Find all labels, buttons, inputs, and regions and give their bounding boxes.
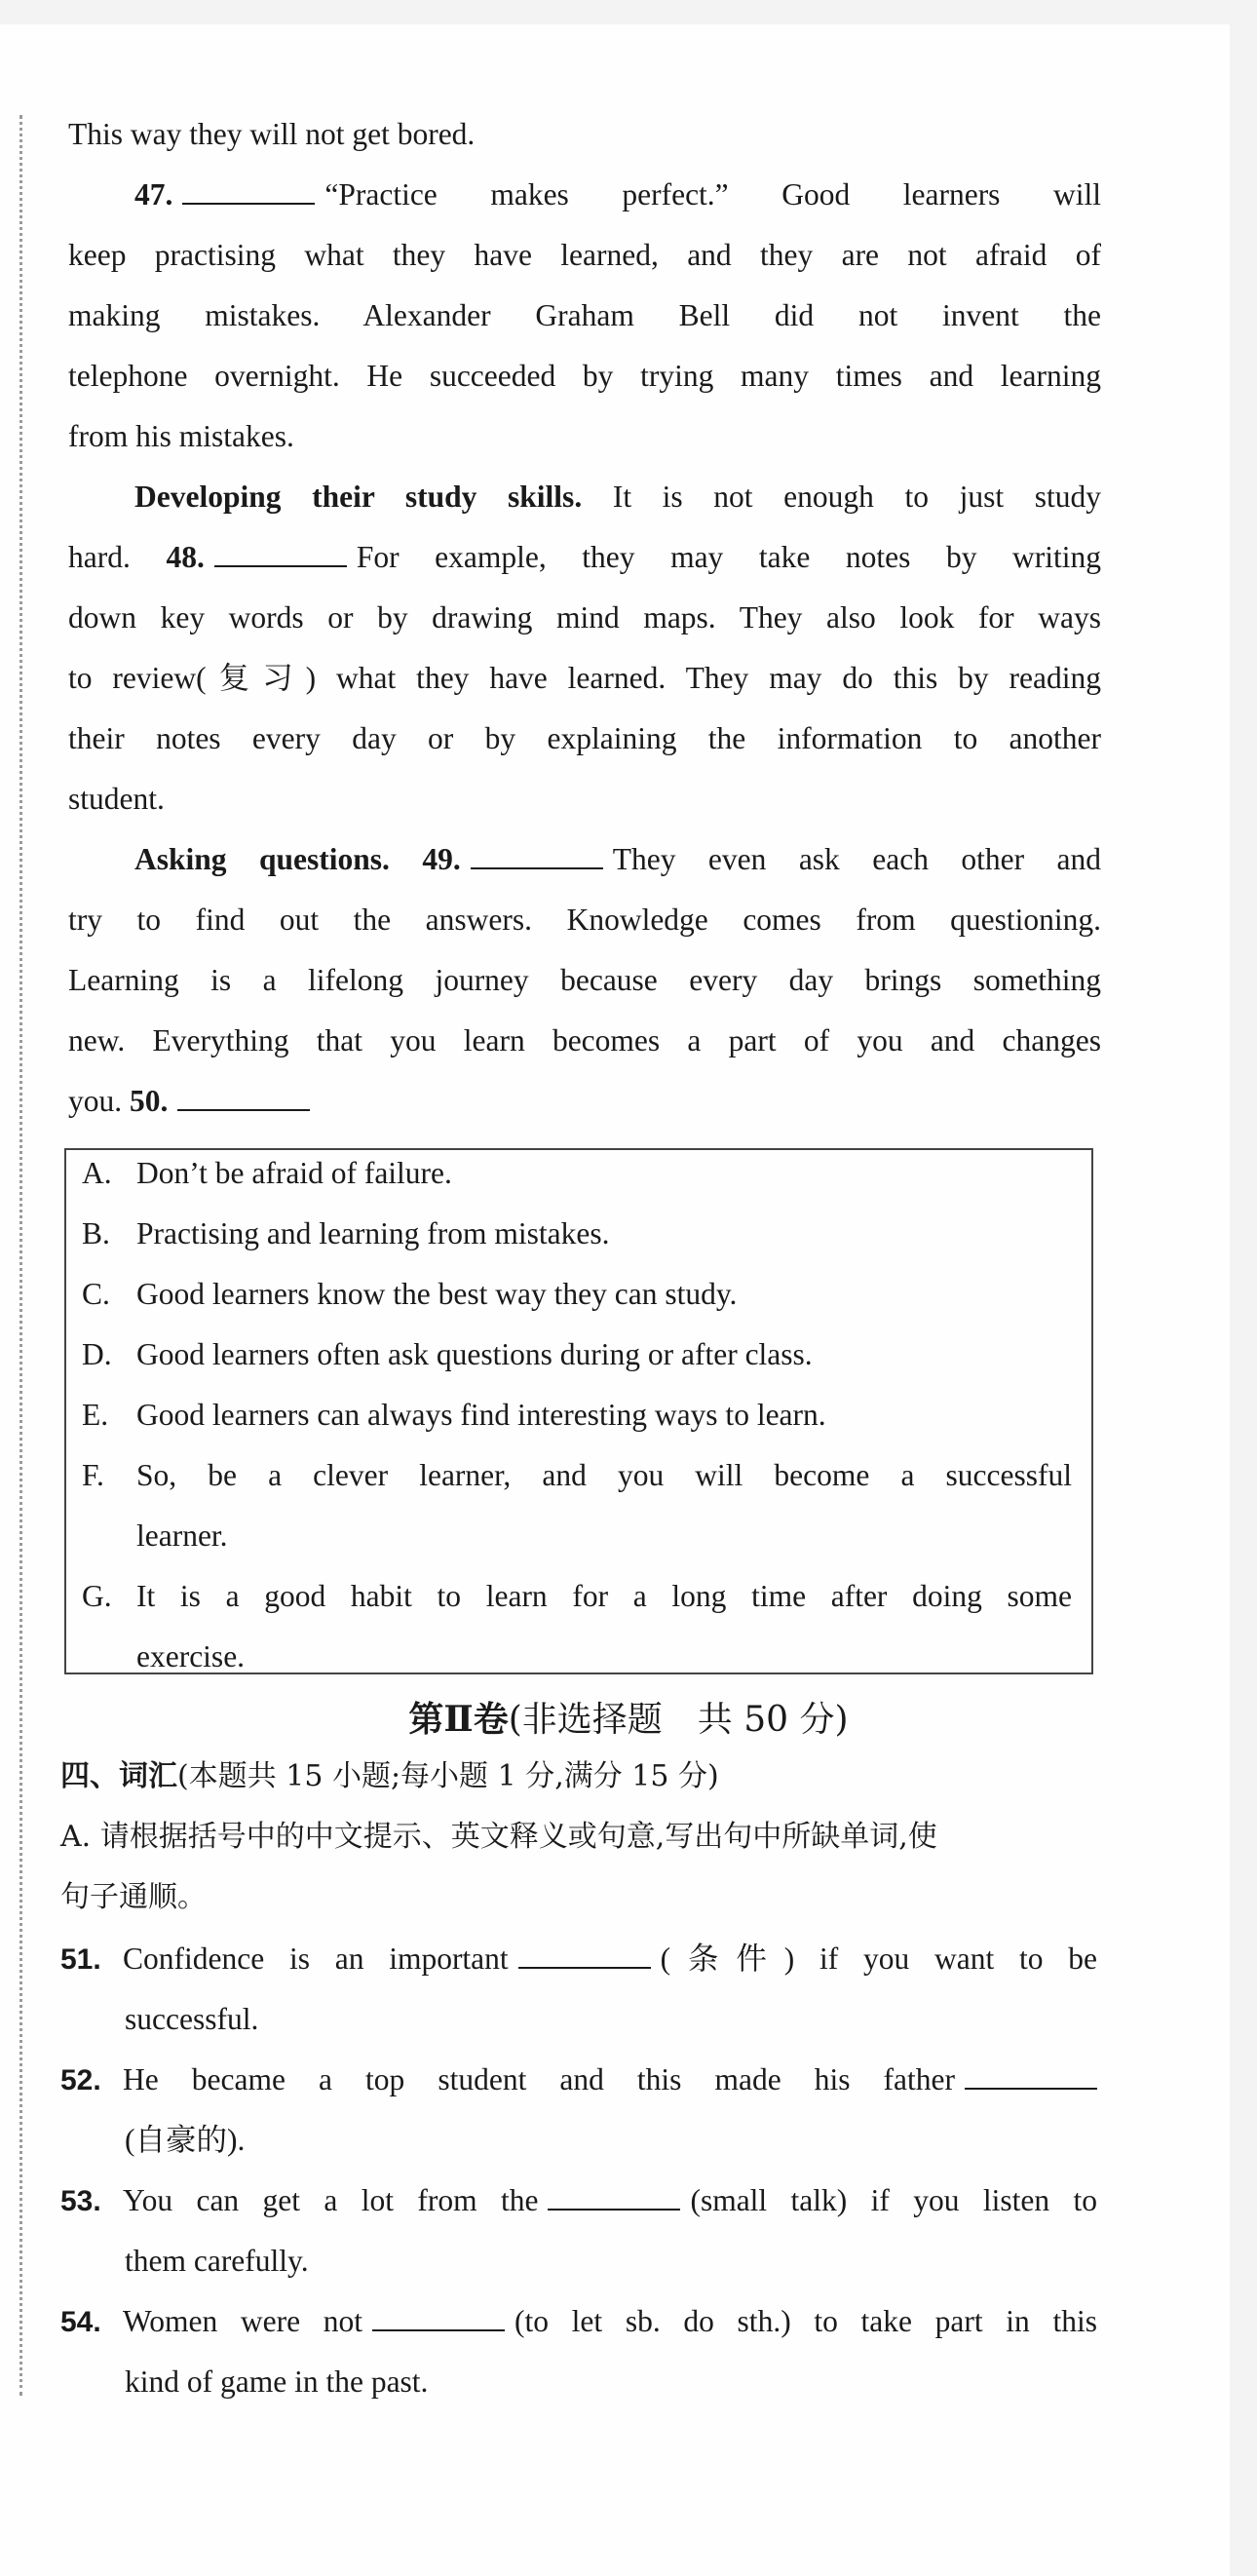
passage-line: keep practising what they have learned, and they are not afraid of [68,238,1101,272]
section-title-bold: 第Ⅱ卷 [408,1699,509,1740]
option-text: Good learners often ask questions during or after class. [136,1337,813,1371]
question-50-line [68,1082,1101,1121]
question-54 [60,2302,1097,2342]
binding-margin-dots [19,115,22,2396]
question-number: 49. [422,842,461,876]
option-letter: G. [82,1579,112,1613]
option-text: Good learners can always find interesting ways to learn. [136,1398,826,1432]
question-text: (small talk) if you listen to [690,2183,1097,2217]
question-number: 48. [166,540,205,574]
passage-text: It is not enough to just study [612,480,1102,514]
option-text: Practising and learning from mistakes. [136,1216,610,1250]
question-number: 51. [60,1943,101,1976]
option-g-continued: exercise. [136,1639,246,1673]
question-text: You can get a lot from the [123,2183,539,2217]
paragraph-heading: Asking questions. [134,842,390,876]
question-53-continued: them carefully. [125,2244,309,2278]
passage-line: new. Everything that you learn becomes a part of you and changes [68,1023,1101,1057]
question-number: 47. [134,177,173,211]
question-text: (to let sb. do sth.) to take part in this [514,2304,1097,2338]
option-text: Good learners know the best way they can study. [136,1277,738,1311]
section-title-rest: (非选择题 共 50 分) [508,1700,849,1740]
option-e [82,1396,1072,1435]
passage-line: try to find out the answers. Knowledge comes from questioning. [68,903,1101,937]
option-letter: B. [82,1216,110,1250]
passage-line: student. [68,782,165,816]
question-54-continued: kind of game in the past. [125,2365,429,2399]
passage-line: to review(复习) what they have learned. They may do this by reading [68,661,1101,695]
question-53 [60,2181,1097,2221]
question-47-line [68,175,1101,214]
option-letter: E. [82,1398,109,1432]
option-text: So, be a clever learner, and you will become a successful [136,1458,1072,1492]
question-text: Confidence is an important [123,1942,509,1976]
instruction-line: 句子通顺。 [60,1880,207,1914]
option-g [82,1577,1072,1616]
passage-text: For example, they may take notes by writing [356,540,1102,574]
question-text: He became a top student and this made his father [123,2062,955,2096]
passage-line: making mistakes. Alexander Graham Bell did not invent the [68,298,1101,332]
passage-text: you. [68,1084,123,1118]
question-51 [60,1940,1097,1980]
passage-line: down key words or by drawing mind maps. They also look for ways [68,600,1101,634]
option-b [82,1214,1072,1253]
option-letter: A. [82,1156,112,1190]
question-text: (条件) if you want to be [660,1942,1097,1976]
option-letter: F. [82,1458,104,1492]
question-52-continued: (自豪的). [125,2123,246,2157]
part-heading-rest: (本题共 15 小题;每小题 1 分,满分 15 分) [177,1759,719,1793]
passage-text: “Practice makes perfect.” Good learners will [324,177,1101,211]
answer-blank-51[interactable] [518,1943,651,1969]
paragraph-heading-line [68,478,1101,517]
passage-line: This way they will not get bored. [68,117,476,151]
passage-text: They even ask each other and [612,842,1102,876]
answer-blank-47[interactable] [182,179,315,205]
passage-line: from his mistakes. [68,419,294,453]
part-heading [60,1756,719,1797]
option-c [82,1275,1072,1314]
question-number: 50. [130,1084,169,1118]
option-text: It is a good habit to learn for a long time after doing some [136,1579,1072,1613]
option-f [82,1456,1072,1495]
answer-blank-48[interactable] [214,542,347,567]
question-number: 52. [60,2064,101,2096]
question-52 [60,2060,1097,2100]
passage-line: their notes every day or by explaining the information to another [68,721,1101,755]
question-number: 53. [60,2185,101,2217]
instruction-line: A. 请根据括号中的中文提示、英文释义或句意,写出句中所缺单词,使 [60,1820,937,1854]
answer-blank-49[interactable] [471,844,603,869]
option-f-continued: learner. [136,1519,228,1553]
option-a [82,1154,1072,1193]
question-51-continued: successful. [125,2002,259,2036]
option-letter: C. [82,1277,110,1311]
question-text: Women were not [123,2304,362,2338]
passage-line: Learning is a lifelong journey because every day brings something [68,963,1101,997]
question-49-line [68,840,1101,879]
question-number: 54. [60,2306,101,2338]
part-heading-bold: 四、词汇 [60,1759,177,1793]
answer-blank-53[interactable] [548,2185,680,2211]
option-d [82,1335,1072,1374]
question-48-line [68,538,1101,577]
passage-line: telephone overnight. He succeeded by trying many times and learning [68,359,1101,393]
section-title [0,1696,1257,1744]
answer-blank-54[interactable] [372,2306,505,2331]
option-letter: D. [82,1337,112,1371]
paragraph-heading: Developing their study skills. [134,480,583,514]
option-text: Don’t be afraid of failure. [136,1156,452,1190]
answer-blank-50[interactable] [177,1086,310,1111]
answer-blank-52[interactable] [965,2064,1097,2090]
passage-text: hard. [68,540,131,574]
